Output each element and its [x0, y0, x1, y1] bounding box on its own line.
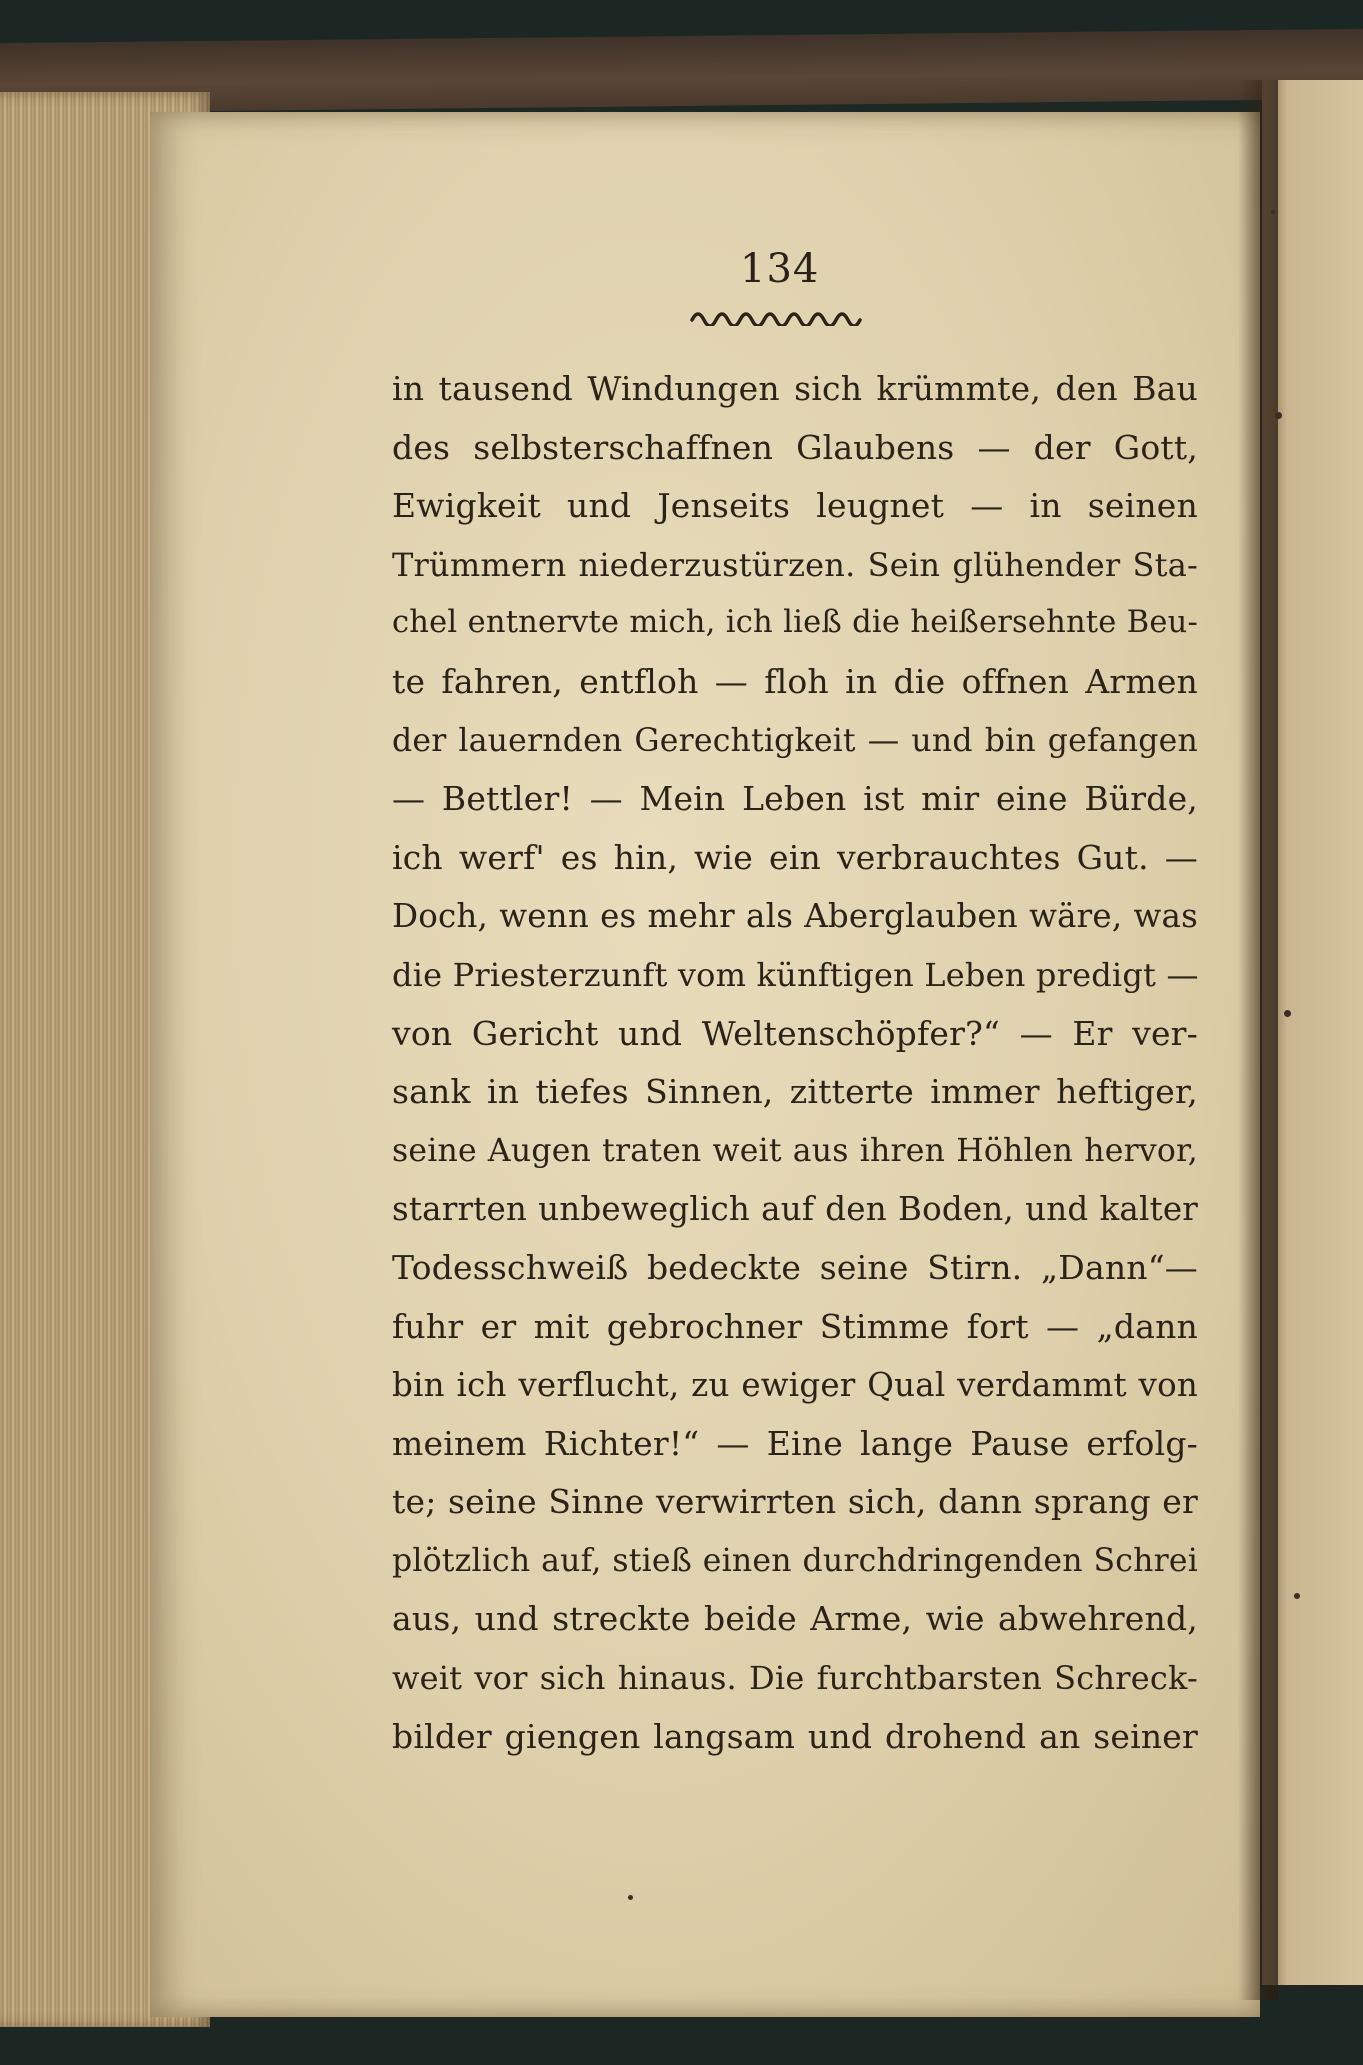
text-line: sank in tiefes Sinnen, zitterte immer heftiger, [392, 1072, 1198, 1112]
body-text [392, 360, 1198, 1766]
text-line: Todesschweiß bedeckte seine Stirn. „Dann“— [392, 1247, 1198, 1287]
text-line: fuhr er mit gebrochner Stimme fort — „dann [392, 1306, 1198, 1346]
spine-shadow [1238, 80, 1278, 2000]
text-line: — Bettler! — Mein Leben ist mir eine Bürde, [392, 779, 1198, 819]
ink-speck [1271, 210, 1275, 214]
ink-speck [1275, 412, 1282, 419]
ink-speck [1294, 1593, 1300, 1599]
text-line: von Gericht und Weltenschöpfer?“ — Er ver- [392, 1013, 1198, 1053]
text-line: die Priesterzunft vom künftigen Leben predigt — [392, 955, 1199, 994]
text-line: chel entnervte mich, ich ließ die heißersehnte Beu- [392, 605, 1198, 641]
text-line: bilder giengen langsam und drohend an seiner [392, 1716, 1198, 1756]
text-line: bin ich verflucht, zu ewiger Qual verdammt von [392, 1366, 1198, 1405]
text-line: te fahren, entfloh — floh in die offnen Armen [392, 661, 1198, 701]
text-line: seine Augen traten weit aus ihren Höhlen hervor, [392, 1132, 1198, 1169]
text-line: Trümmern niederzustürzen. Sein glühender Sta- [392, 545, 1198, 584]
wavy-ornament [690, 304, 870, 326]
text-line: des selbsterschaffnen Glaubens — der Gott, [392, 427, 1198, 467]
text-line: Doch, wenn es mehr als Aberglauben wäre, was [392, 897, 1198, 936]
page-number: 134 [740, 246, 820, 292]
text-line: in tausend Windungen sich krümmte, den Bau [392, 369, 1198, 408]
ink-speck [628, 1895, 633, 1900]
text-line: der lauernden Gerechtigkeit — und bin gefangen [392, 722, 1198, 759]
text-line: plötzlich auf, stieß einen durchdringenden Schrei [392, 1542, 1198, 1579]
text-line: starrten unbeweglich auf den Boden, und kalter [392, 1190, 1198, 1229]
text-line: meinem Richter!“ — Eine lange Pause erfolg- [392, 1423, 1198, 1463]
text-line: Ewigkeit und Jenseits leugnet — in seinen [392, 486, 1198, 526]
text-line: aus, und streckte beide Arme, wie abwehrend, [392, 1599, 1198, 1639]
text-line: te; seine Sinne verwirrten sich, dann sprang er [392, 1482, 1198, 1522]
text-line: weit vor sich hinaus. Die furchtbarsten Schreck- [392, 1659, 1198, 1698]
ink-speck [1284, 1010, 1291, 1017]
text-line: ich werf' es hin, wie ein verbrauchtes Gut. — [392, 837, 1198, 877]
